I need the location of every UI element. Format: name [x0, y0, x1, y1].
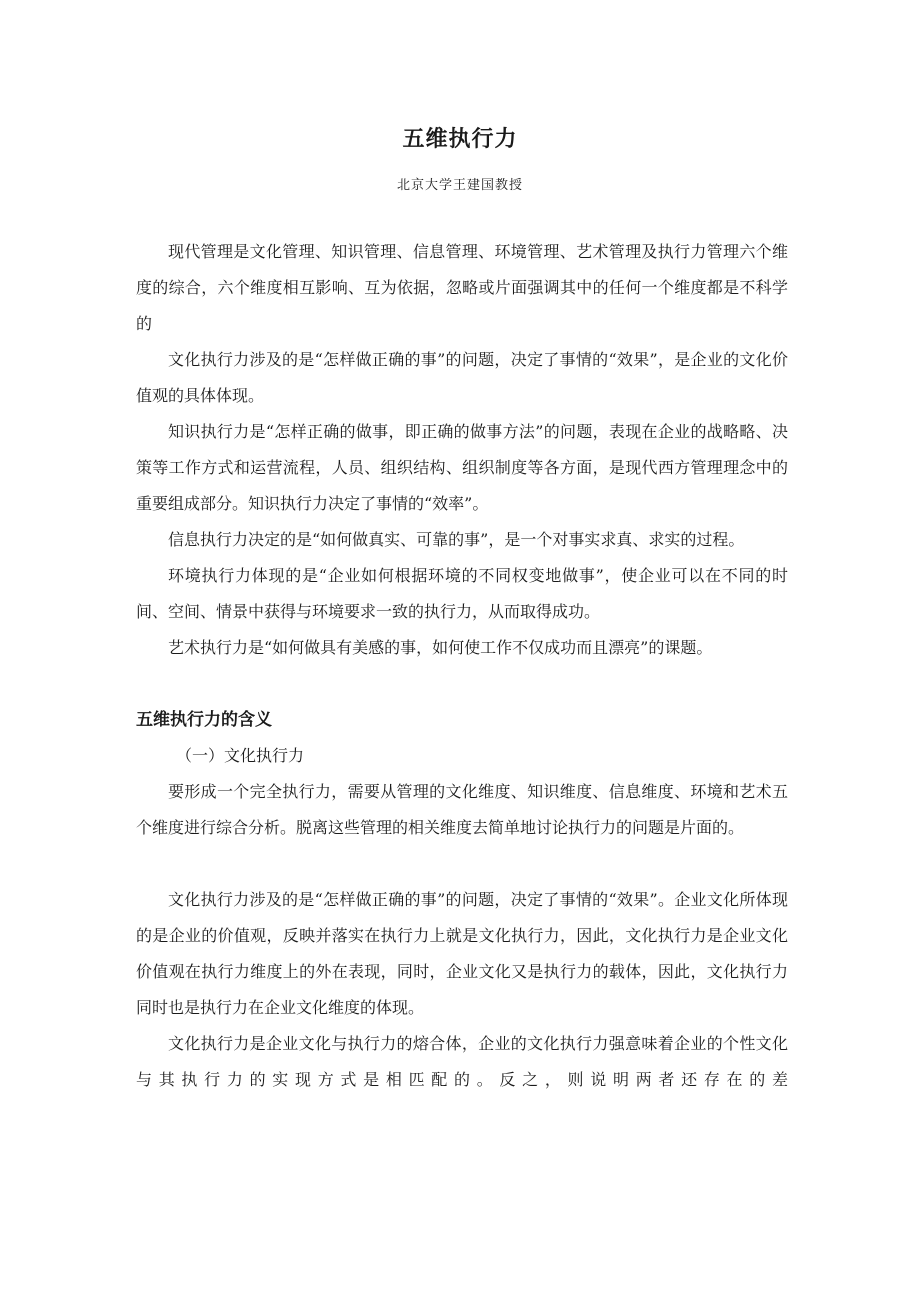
document-author: 北京大学王建国教授: [396, 178, 523, 193]
intro-paragraph-2: 文化执行力涉及的是“怎样做正确的事”的问题，决定了事情的“效果”，是企业的文化价值观的具体体现。: [136, 350, 788, 405]
intro-paragraph-4: 信息执行力决定的是“如何做真实、可靠的事”，是一个对事实求真、求实的过程。: [168, 530, 745, 549]
section-paragraph-1: 要形成一个完全执行力，需要从管理的文化维度、知识维度、信息维度、环境和艺术五个维度进行综合分析。脱离这些管理的相关维度去简单地讨论执行力的问题是片面的。: [136, 782, 788, 837]
section-paragraph-2: 文化执行力涉及的是“怎样做正确的事”的问题，决定了事情的“效果”。企业文化所体现的是企业的价值观，反映并落实在执行力上就是文化执行力，因此，文化执行力是企业文化价值观在执行力维度上的外在表现，同时，企业文化又是执行力的载体，因此，文化执行力同时也是执行力在企业文化维度的体现。: [136, 890, 788, 1017]
intro-paragraph-1: 现代管理是文化管理、知识管理、信息管理、环境管理、艺术管理及执行力管理六个维度的综合，六个维度相互影响、互为依据，忽略或片面强调其中的任何一个维度都是不科学的: [136, 242, 788, 333]
subsection-heading: （一）文化执行力: [176, 746, 305, 765]
intro-paragraph-3: 知识执行力是“怎样正确的做事，即正确的做事方法”的问题，表现在企业的战略略、决策等工作方式和运营流程，人员、组织结构、组织制度等各方面，是现代西方管理理念中的重要组成部分。知识执行力决定了事情的“效率”。: [136, 422, 788, 513]
document-title: 五维执行力: [402, 127, 518, 152]
intro-paragraph-6: 艺术执行力是“如何做具有美感的事，如何使工作不仅成功而且漂亮”的课题。: [168, 638, 713, 657]
intro-paragraph-5: 环境执行力体现的是“企业如何根据环境的不同权变地做事”，使企业可以在不同的时间、空间、情景中获得与环境要求一致的执行力，从而取得成功。: [136, 566, 788, 621]
section-heading: 五维执行力的含义: [136, 710, 272, 730]
section-paragraph-3: 文化执行力是企业文化与执行力的熔合体，企业的文化执行力强意味着企业的个性文化与其执行力的实现方式是相匹配的。反之，则说明两者还存在的差: [136, 1034, 788, 1089]
